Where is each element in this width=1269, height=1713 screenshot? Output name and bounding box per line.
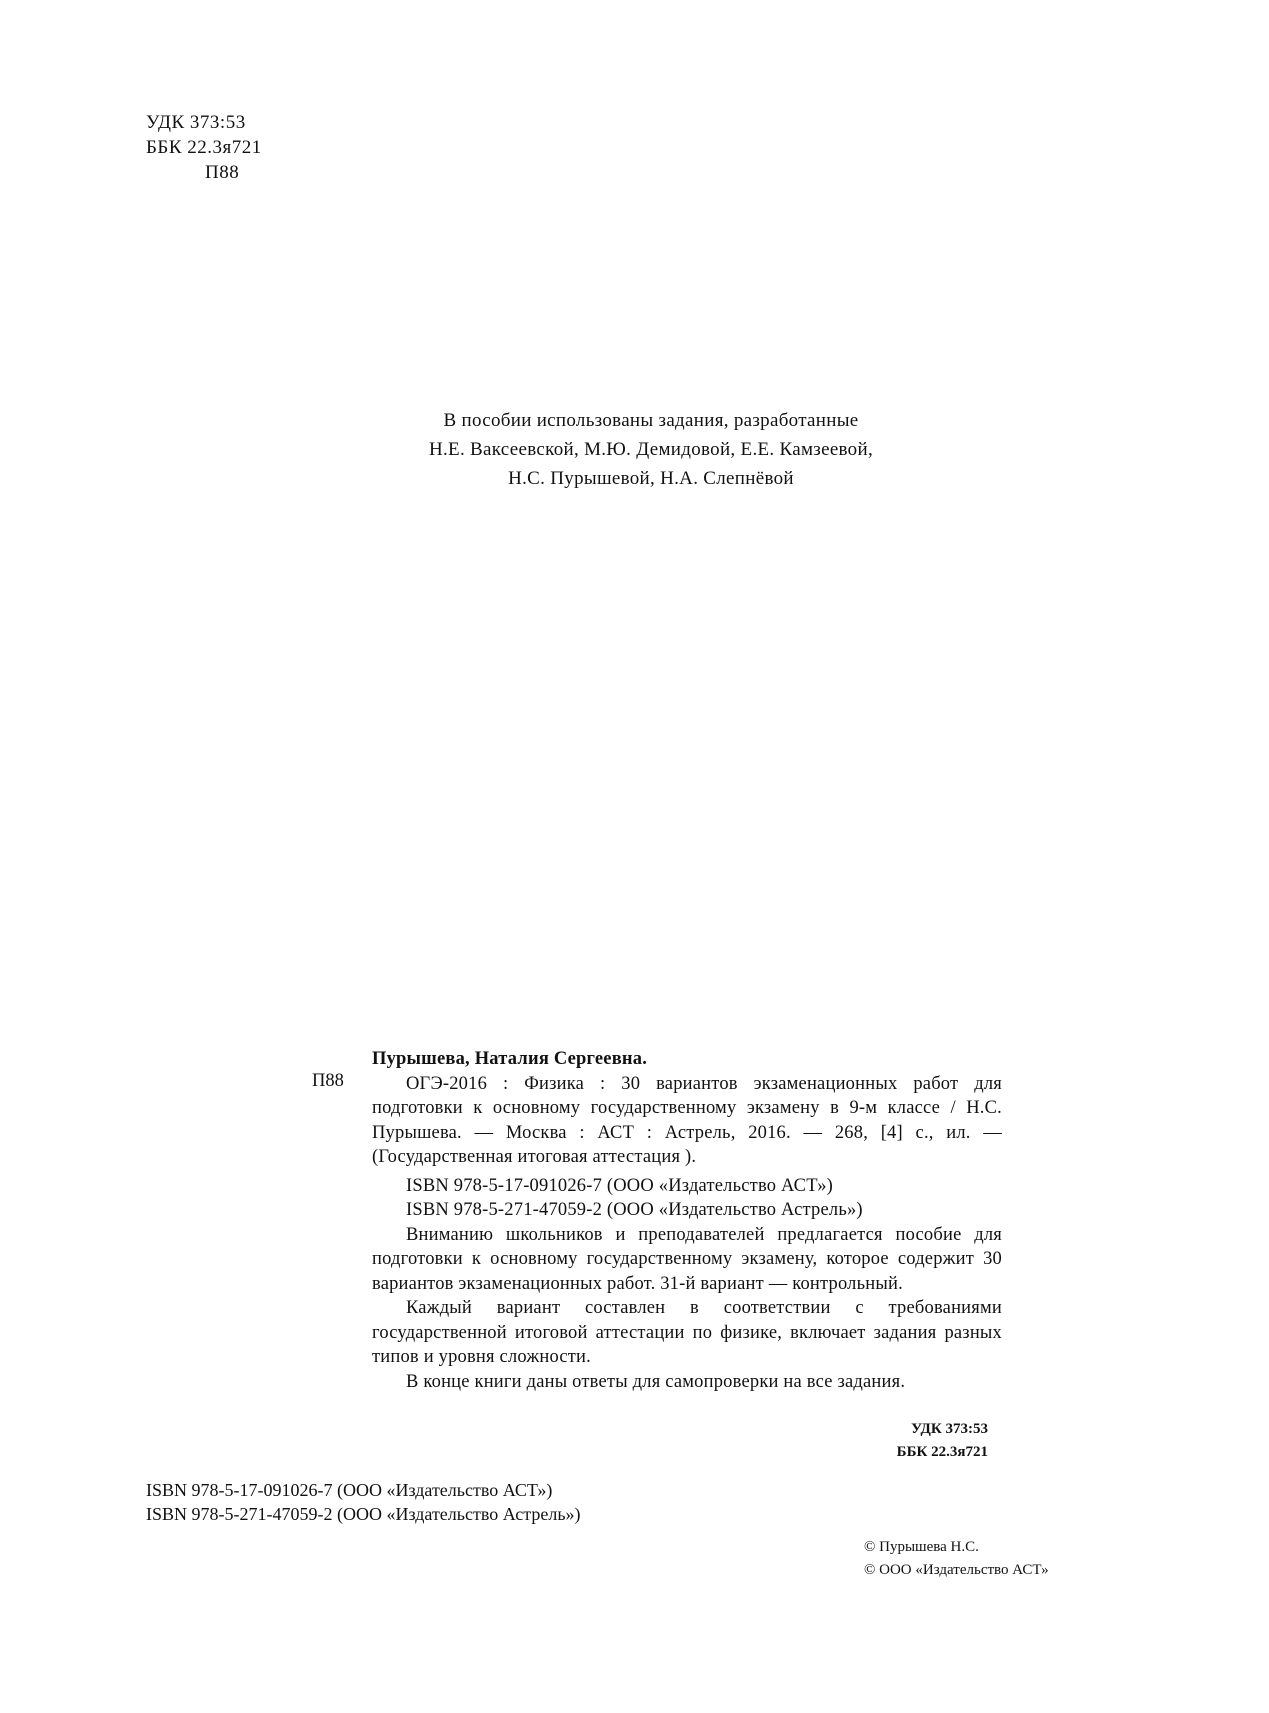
bibliography-author: Пурышева, Наталия Сергеевна.	[372, 1049, 648, 1069]
copyright-line: © ООО «Издательство АСТ»	[864, 1562, 1049, 1578]
bibliography-isbn: ISBN 978-5-17-091026-7 (ООО «Издательство АСТ»)	[406, 1175, 834, 1196]
bibliography-description: ОГЭ-2016 : Физика : 30 вариантов экзаменационных работ для подготовки к основному государственному экзамену в 9-м классе / Н.С. Пурышева. — Москва : АСТ : Астрель, 2016. — 268, [4] с., ил. — (Государственная итоговая аттестация ).	[372, 1073, 1002, 1167]
abstract-paragraph: Вниманию школьников и преподавателей предлагается пособие для подготовки к основному государственному экзамену, которое содержит 30 вариантов экзаменационных работ. 31-й вариант — контрольный.	[372, 1224, 1002, 1294]
bbk-code: ББК 22.3я721	[146, 137, 262, 158]
credits-line: Н.С. Пурышевой, Н.А. Слепнёвой	[508, 468, 794, 489]
credits-block	[0, 406, 1269, 493]
classification-block	[146, 110, 262, 185]
bibliography-bbk: ББК 22.3я721	[896, 1444, 988, 1460]
credits-line: В пособии использованы задания, разработанные	[443, 410, 859, 431]
bibliography-isbn: ISBN 978-5-271-47059-2 (ООО «Издательство Астрель»)	[406, 1200, 863, 1220]
bibliography-record	[372, 1047, 1002, 1394]
copyright-line: © Пурышева Н.С.	[864, 1539, 979, 1555]
isbn-line: ISBN 978-5-271-47059-2 (ООО «Издательство Астрель»)	[146, 1504, 581, 1524]
credits-line: Н.Е. Ваксеевской, М.Ю. Демидовой, Е.Е. Камзеевой,	[428, 439, 874, 460]
bibliography-sign: П88	[312, 1071, 344, 1091]
bibliography-classification	[700, 1418, 988, 1464]
abstract-paragraph: В конце книги даны ответы для самопроверки на все задания.	[406, 1371, 906, 1392]
copyright-block	[864, 1536, 1049, 1582]
abstract-paragraph: Каждый вариант составлен в соответствии с требованиями государственной итоговой аттестации по физике, включает задания разных типов и уровня сложности.	[372, 1298, 1002, 1367]
author-sign: П88	[205, 162, 240, 183]
isbn-line: ISBN 978-5-17-091026-7 (ООО «Издательство АСТ»)	[146, 1480, 553, 1500]
isbn-block	[146, 1478, 581, 1526]
udk-code: УДК 373:53	[146, 112, 246, 133]
bibliography-udk: УДК 373:53	[911, 1421, 988, 1437]
